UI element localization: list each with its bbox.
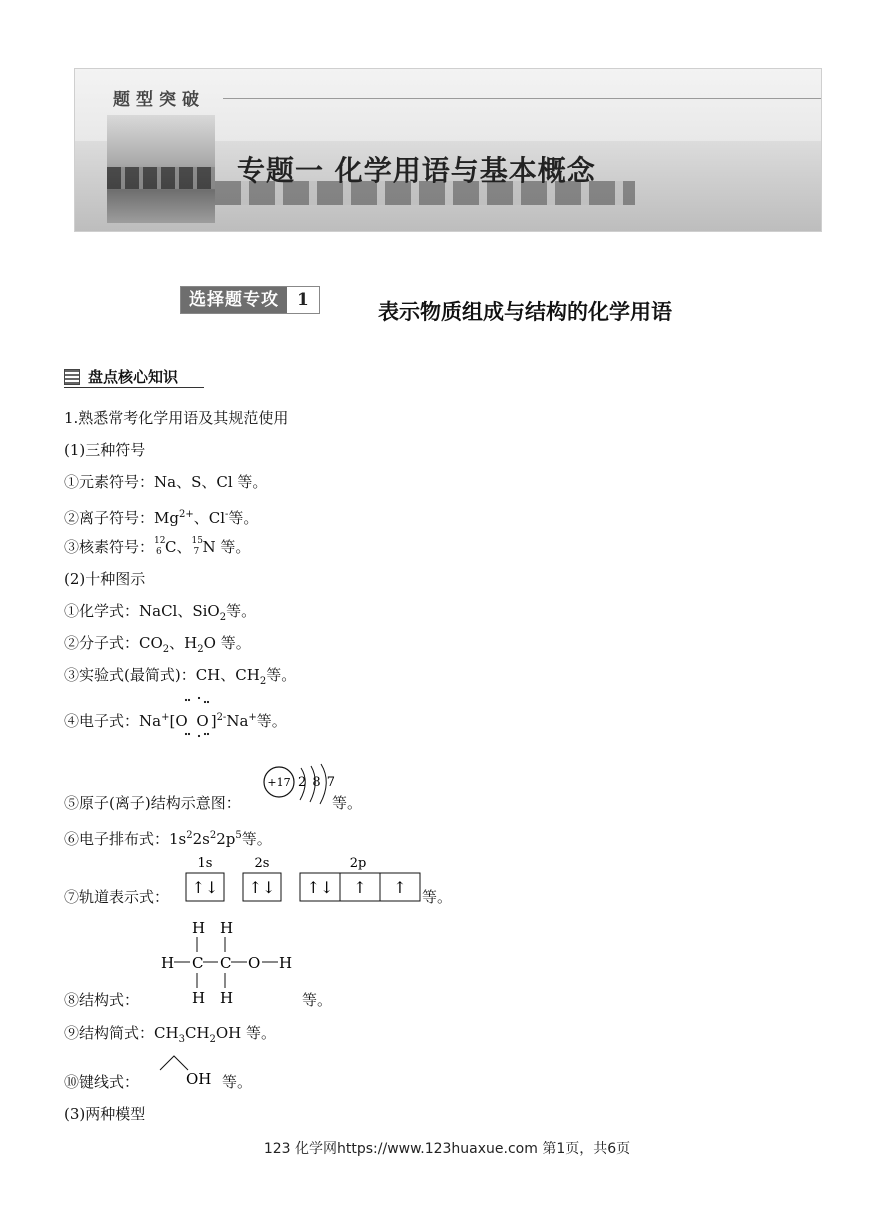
text-line: (3)两种模型 (64, 1105, 146, 1123)
banner-title: 专题一 化学用语与基本概念 (237, 154, 596, 187)
skeletal-formula (156, 1052, 220, 1088)
electron-dots (180, 694, 220, 740)
atom-shells: 2 8 7 (298, 775, 337, 790)
svg-text:C: C (192, 954, 204, 972)
svg-text:↑↓: ↑↓ (248, 878, 276, 897)
knowledge-heading-text: 盘点核心知识 (88, 368, 179, 386)
text-line: ⑤原子(离子)结构示意图： (64, 794, 241, 812)
svg-text:H: H (161, 954, 175, 972)
svg-text:H: H (192, 919, 206, 937)
orbital-diagram (180, 853, 425, 903)
knowledge-heading (64, 366, 178, 387)
electron-formula-line: ④电子式：Na+[O O]$^{2-}$Na+等。 (64, 712, 287, 730)
svg-text:↑↓: ↑↓ (191, 878, 219, 897)
text-line: ②离子符号：$Mg^{2+}$、Cl-等。 (64, 509, 259, 527)
svg-text:↑↓: ↑↓ (306, 878, 334, 897)
svg-text:2p: 2p (349, 856, 367, 871)
text-line: 等。 (422, 888, 453, 906)
header-banner (74, 68, 822, 232)
text-line: ⑨结构简式：$CH_3CH_2OH$ 等。 (64, 1024, 277, 1045)
section-badge-number: 1 (297, 290, 309, 310)
section-badge (180, 286, 320, 314)
text-line: ③实验式(最简式)：CH、$CH_2$等。 (64, 666, 297, 687)
section-badge-label: 选择题专攻 (181, 287, 287, 313)
document-icon (64, 369, 80, 385)
section-title: 表示物质组成与结构的化学用语 (378, 300, 672, 324)
text-line: ⑥电子排布式：$1s^22s^22p^5$等。 (64, 830, 272, 848)
text-line: ⑦轨道表示式： (64, 888, 170, 906)
text-line: (1)三种符号 (64, 441, 146, 459)
text-line: ⑧结构式： (64, 991, 140, 1009)
structural-formula (158, 916, 298, 1008)
svg-text:2s: 2s (254, 856, 270, 871)
text-line: 等。 (302, 991, 333, 1009)
svg-text:1s: 1s (197, 856, 213, 871)
svg-text:H: H (279, 954, 293, 972)
text-line: ③核素符号： 12 6 C、 15 7 N 等。 (64, 536, 251, 557)
svg-text:H: H (192, 989, 206, 1007)
svg-text:↑: ↑ (393, 878, 407, 897)
page-footer: 123 化学网https://www.123huaxue.com 第1页，共6页 (263, 1141, 631, 1157)
text-line: ⑩键线式： (64, 1073, 140, 1091)
banner-tag: 题型突破 (113, 90, 205, 110)
svg-text:H: H (220, 919, 234, 937)
text-line: 1.熟悉常考化学用语及其规范使用 (64, 409, 289, 427)
text-line: ②分子式：$CO_2$、$H_2O$ 等。 (64, 634, 251, 655)
text-line: (2)十种图示 (64, 570, 146, 588)
text-line: 等。 (222, 1073, 253, 1091)
text-line: ①化学式：NaCl、SiO$_2$等。 (64, 602, 257, 623)
svg-text:OH: OH (186, 1070, 212, 1088)
banner-photo (107, 115, 215, 223)
atom-nucleus: +17 (267, 776, 291, 789)
svg-text:C: C (220, 954, 232, 972)
svg-text:O: O (248, 954, 261, 972)
text-line: 等。 (332, 794, 363, 812)
svg-text:↑: ↑ (353, 878, 367, 897)
atom-structure-diagram (262, 760, 342, 812)
banner-rule (223, 98, 821, 99)
text-line: ①元素符号：Na、S、Cl 等。 (64, 473, 268, 491)
svg-text:H: H (220, 989, 234, 1007)
